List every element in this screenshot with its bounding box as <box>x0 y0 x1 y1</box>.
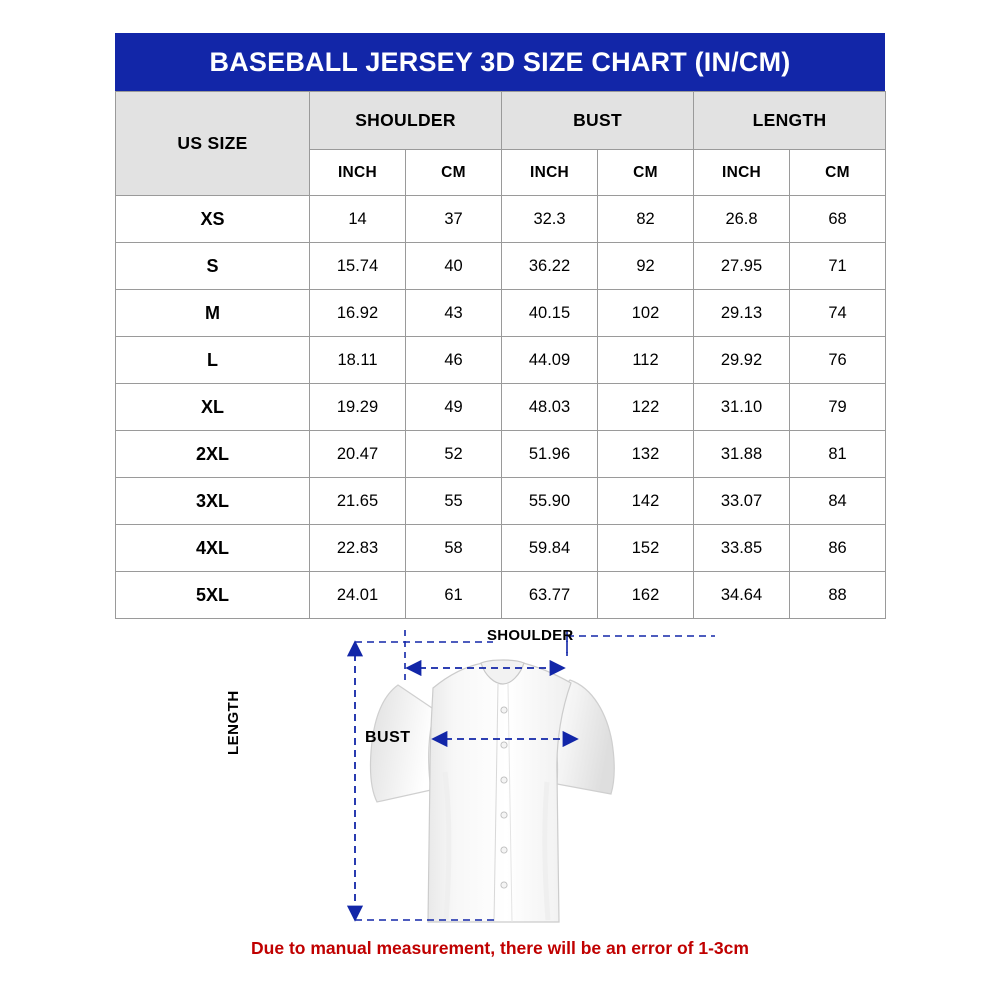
cell-bust-cm: 152 <box>598 525 694 572</box>
measurement-illustration <box>115 622 885 932</box>
table-row <box>116 431 886 478</box>
cell-length-inch: 29.13 <box>694 290 790 337</box>
cell-length-inch: 27.95 <box>694 243 790 290</box>
cell-length-inch: 26.8 <box>694 196 790 243</box>
unit-header-bust-cm: CM <box>598 150 694 196</box>
cell-shoulder-cm: 43 <box>406 290 502 337</box>
col-header-shoulder: SHOULDER <box>310 92 502 150</box>
label-shoulder: SHOULDER <box>487 627 574 644</box>
cell-length-inch: 33.85 <box>694 525 790 572</box>
cell-shoulder-cm: 40 <box>406 243 502 290</box>
cell-shoulder-cm: 58 <box>406 525 502 572</box>
table-row <box>116 525 886 572</box>
cell-shoulder-inch: 18.11 <box>310 337 406 384</box>
cell-bust-cm: 162 <box>598 572 694 619</box>
cell-bust-inch: 40.15 <box>502 290 598 337</box>
col-header-bust: BUST <box>502 92 694 150</box>
cell-size: XL <box>116 384 310 431</box>
size-table <box>115 91 886 619</box>
cell-length-cm: 84 <box>790 478 886 525</box>
cell-size: 2XL <box>116 431 310 478</box>
cell-shoulder-inch: 24.01 <box>310 572 406 619</box>
cell-size: 3XL <box>116 478 310 525</box>
cell-shoulder-inch: 21.65 <box>310 478 406 525</box>
page-title: BASEBALL JERSEY 3D SIZE CHART (IN/CM) <box>115 33 885 91</box>
cell-length-cm: 76 <box>790 337 886 384</box>
cell-shoulder-cm: 61 <box>406 572 502 619</box>
cell-shoulder-cm: 49 <box>406 384 502 431</box>
cell-bust-inch: 55.90 <box>502 478 598 525</box>
cell-bust-inch: 63.77 <box>502 572 598 619</box>
size-chart-container <box>115 33 885 619</box>
table-row <box>116 478 886 525</box>
cell-bust-inch: 36.22 <box>502 243 598 290</box>
cell-length-inch: 29.92 <box>694 337 790 384</box>
cell-length-cm: 71 <box>790 243 886 290</box>
cell-length-inch: 34.64 <box>694 572 790 619</box>
table-row <box>116 337 886 384</box>
cell-bust-inch: 44.09 <box>502 337 598 384</box>
cell-shoulder-inch: 14 <box>310 196 406 243</box>
label-length: LENGTH <box>225 690 242 755</box>
table-header <box>116 92 886 196</box>
cell-length-cm: 86 <box>790 525 886 572</box>
table-row <box>116 243 886 290</box>
cell-bust-cm: 122 <box>598 384 694 431</box>
cell-shoulder-inch: 20.47 <box>310 431 406 478</box>
cell-bust-cm: 132 <box>598 431 694 478</box>
cell-size: L <box>116 337 310 384</box>
unit-header-bust-inch: INCH <box>502 150 598 196</box>
table-row <box>116 384 886 431</box>
cell-length-cm: 74 <box>790 290 886 337</box>
cell-bust-inch: 51.96 <box>502 431 598 478</box>
table-row <box>116 196 886 243</box>
unit-header-length-inch: INCH <box>694 150 790 196</box>
cell-size: M <box>116 290 310 337</box>
table-body <box>116 196 886 619</box>
table-row <box>116 572 886 619</box>
cell-length-cm: 79 <box>790 384 886 431</box>
cell-length-inch: 31.88 <box>694 431 790 478</box>
measurement-note: Due to manual measurement, there will be an error of 1-3cm <box>251 938 749 958</box>
cell-length-cm: 68 <box>790 196 886 243</box>
cell-size: 4XL <box>116 525 310 572</box>
table-group-header-row <box>116 92 886 150</box>
cell-bust-cm: 102 <box>598 290 694 337</box>
cell-shoulder-inch: 19.29 <box>310 384 406 431</box>
cell-bust-cm: 112 <box>598 337 694 384</box>
cell-shoulder-inch: 15.74 <box>310 243 406 290</box>
label-bust: BUST <box>365 729 411 746</box>
cell-shoulder-cm: 52 <box>406 431 502 478</box>
cell-bust-inch: 32.3 <box>502 196 598 243</box>
cell-length-cm: 88 <box>790 572 886 619</box>
cell-bust-cm: 142 <box>598 478 694 525</box>
cell-bust-cm: 82 <box>598 196 694 243</box>
cell-size: 5XL <box>116 572 310 619</box>
col-header-us-size: US SIZE <box>116 92 310 196</box>
cell-length-inch: 31.10 <box>694 384 790 431</box>
cell-length-cm: 81 <box>790 431 886 478</box>
unit-header-shoulder-cm: CM <box>406 150 502 196</box>
cell-bust-inch: 48.03 <box>502 384 598 431</box>
cell-size: XS <box>116 196 310 243</box>
unit-header-length-cm: CM <box>790 150 886 196</box>
unit-header-shoulder-inch: INCH <box>310 150 406 196</box>
cell-shoulder-inch: 22.83 <box>310 525 406 572</box>
cell-shoulder-inch: 16.92 <box>310 290 406 337</box>
cell-size: S <box>116 243 310 290</box>
cell-shoulder-cm: 37 <box>406 196 502 243</box>
cell-shoulder-cm: 46 <box>406 337 502 384</box>
cell-shoulder-cm: 55 <box>406 478 502 525</box>
cell-length-inch: 33.07 <box>694 478 790 525</box>
cell-bust-inch: 59.84 <box>502 525 598 572</box>
table-row <box>116 290 886 337</box>
cell-bust-cm: 92 <box>598 243 694 290</box>
col-header-length: LENGTH <box>694 92 886 150</box>
